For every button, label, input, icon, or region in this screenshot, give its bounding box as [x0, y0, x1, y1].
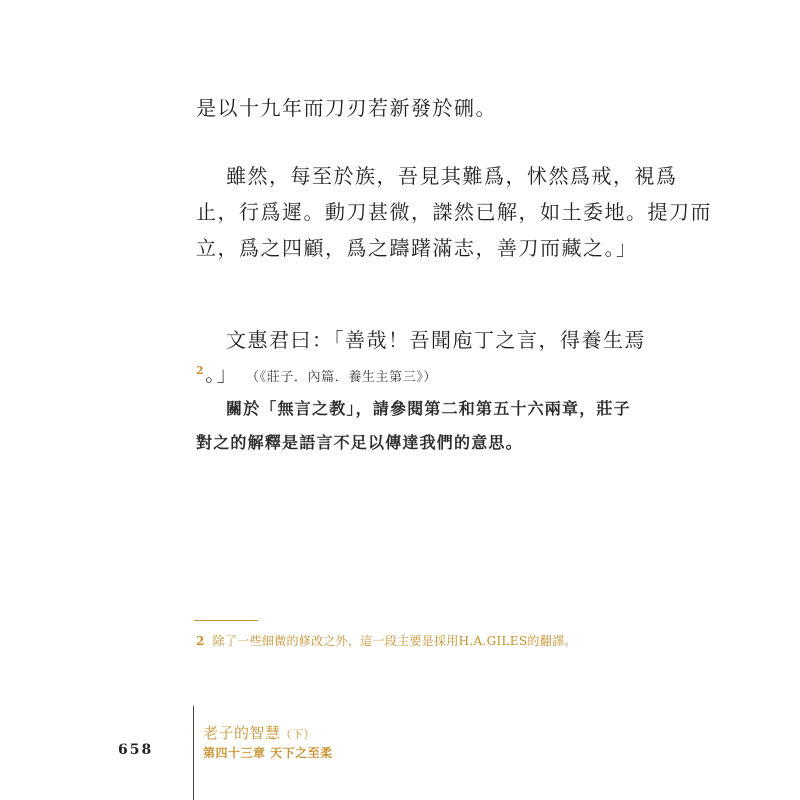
passage-text: 。」: [205, 362, 239, 386]
footnote-marker[interactable]: 2: [196, 364, 206, 377]
passage-line: 立，爲之四顧，爲之躊躇滿志，善刀而藏之。」: [196, 236, 638, 260]
volume-label: （下）: [280, 728, 316, 741]
commentary-line: 對之的解釋是語言不足以傳達我們的意思。: [196, 433, 523, 452]
footnote-number: 2: [196, 634, 205, 648]
footnote: [196, 632, 577, 649]
passage-line: 是以十九年而刀刃若新發於硎。: [196, 96, 497, 120]
running-title: [203, 722, 315, 743]
passage-line-with-note: [196, 358, 437, 387]
page-number: 658: [118, 742, 154, 758]
commentary-line: 關於「無言之教」，請參閱第二和第五十六兩章，莊子: [226, 399, 631, 418]
book-title: 老子的智慧: [203, 724, 281, 742]
running-chapter: 第四十三章 天下之至柔: [203, 746, 333, 760]
passage-line: 止，行爲遲。動刀甚微，謋然已解，如土委地。提刀而: [196, 200, 712, 224]
footer-divider: [193, 706, 194, 800]
passage-line: 雖然，每至於族，吾見其難爲，怵然爲戒，視爲: [226, 164, 678, 188]
footnote-text: 除了一些細微的修改之外，這一段主要是採用H.A.GILES的翻譯。: [212, 634, 577, 648]
source-citation: （《莊子．內篇．養生主第三》）: [246, 370, 438, 385]
footnote-divider: [194, 620, 258, 621]
passage-line: 文惠君曰：「善哉！吾聞庖丁之言，得養生焉: [226, 328, 646, 352]
